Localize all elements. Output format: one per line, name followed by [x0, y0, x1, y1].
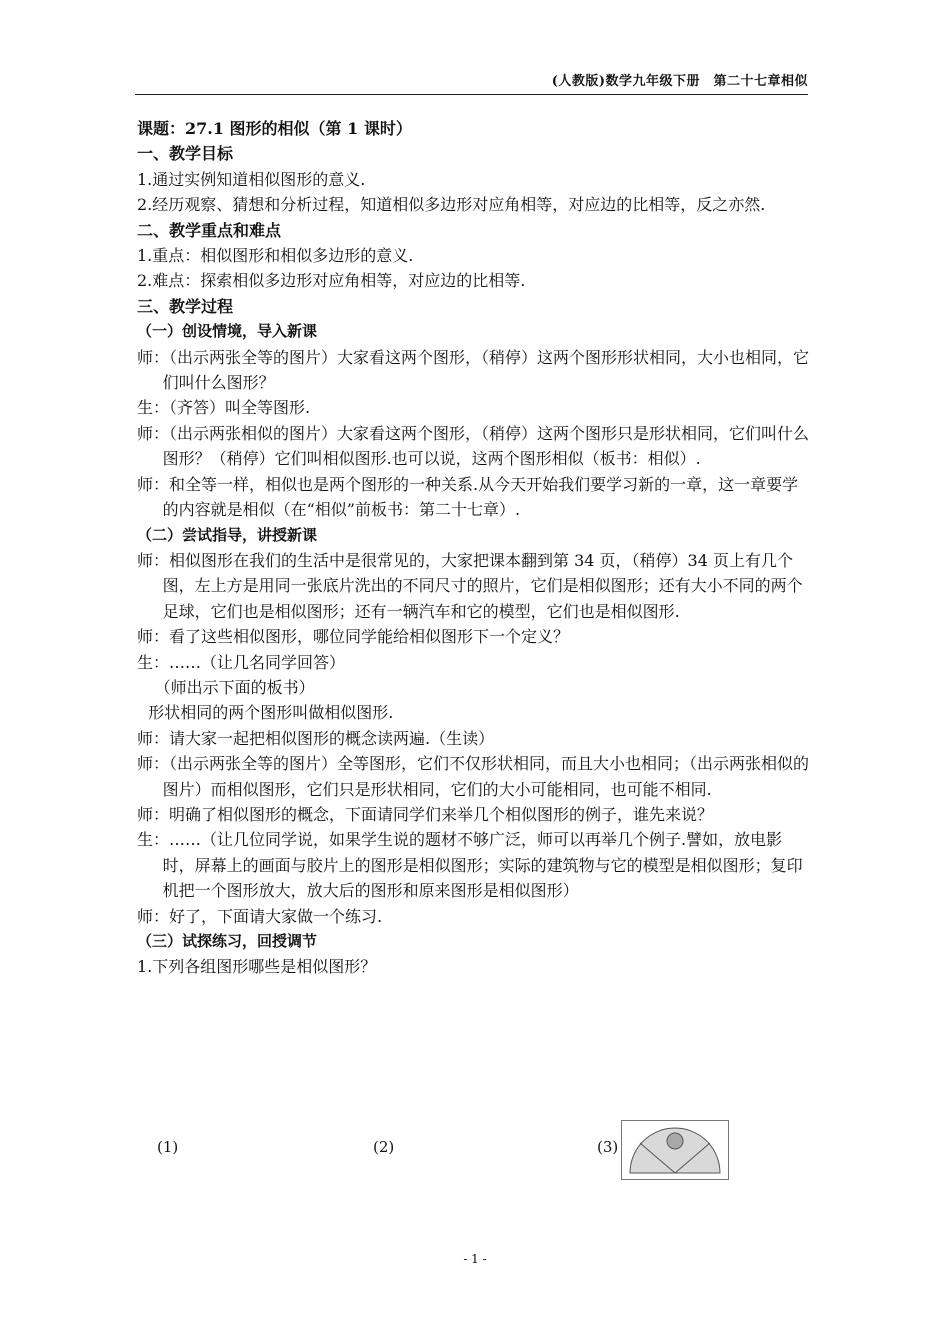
goal-item: 1.通过实例知道相似图形的意义. [137, 169, 366, 189]
board-note: （师出示下面的板书） [154, 677, 315, 697]
dialog-line: 师：（出示两张全等的图片）全等图形，它们不仅形状相同，而且大小也相同；（出示两张相似的图片）而相似图形，它们只是形状相同，它们的大小可能相同，也可能不相同. [137, 754, 810, 799]
dialog-line: 生：……（让几名同学回答） [137, 652, 346, 672]
lesson-content [137, 116, 809, 980]
dialog-line: 生：……（让几位同学说，如果学生说的题材不够广泛，师可以再举几个例子.譬如，放电影时，屏幕上的画面与胶片上的图形是相似图形；实际的建筑物与它的模型是相似图形；复印机把一个图形放大，放大后的图形和原来图形是相似图形） [137, 830, 803, 901]
dialog-line: 师：好了，下面请大家做一个练习. [137, 906, 383, 926]
dialog-line: 师：请大家一起把相似图形的概念读两遍.（生读） [137, 728, 495, 748]
definition-text: 形状相同的两个图形叫做相似图形. [148, 703, 394, 723]
part3-heading: （三）试探练习，回授调节 [137, 932, 318, 950]
page-number: - 1 - [463, 1252, 487, 1266]
keypoint-item: 1.重点：相似图形和相似多边形的意义. [137, 246, 414, 266]
goal-item: 2.经历观察、猜想和分析过程，知道相似多边形对应角相等，对应边的比相等，反之亦然. [137, 195, 766, 215]
section-keypoints-heading: 二、教学重点和难点 [137, 220, 282, 240]
section-goals-heading: 一、教学目标 [137, 144, 234, 164]
page-header: (人教版)数学九年级下册 第二十七章相似 [551, 74, 808, 89]
dialog-line: 师：（出示两张相似的图片）大家看这两个图形，（稍停）这两个图形只是形状相同，它们叫什么图形？（稍停）它们叫相似图形.也可以说，这两个图形相似（板书：相似）. [137, 423, 810, 469]
dialog-line: 生：（齐答）叫全等图形. [137, 398, 311, 418]
part2-heading: （二）尝试指导，讲授新课 [137, 525, 318, 544]
figure-label-1: (1) [157, 1138, 179, 1156]
dialog-line: 师：和全等一样，相似也是两个图形的一种关系.从今天开始我们要学习新的一章，这一章要学的内容就是相似（在“相似”前板书：第二十七章）. [137, 474, 799, 520]
keypoint-item: 2.难点：探索相似多边形对应角相等，对应边的比相等. [137, 271, 526, 291]
figure-label-3: (3) [597, 1138, 619, 1156]
dialog-line: 师：（出示两张全等的图片）大家看这两个图形，（稍停）这两个图形形状相同，大小也相同，它们叫什么图形？ [137, 347, 810, 393]
section-process-heading: 三、教学过程 [137, 296, 234, 316]
dialog-line: 师：相似图形在我们的生活中是很常见的，大家把课本翻到第 34 页，（稍停）34 页上有几个图，左上方是用同一张底片洗出的不同尺寸的照片，它们是相似图形；还有大小不同的两个足球，它们也是相似图形；还有一辆汽车和它的模型，它们也是相似图形. [137, 550, 803, 621]
exercise-question: 1.下列各组图形哪些是相似图形？ [137, 957, 377, 977]
dialog-line: 师：看了这些相似图形，哪位同学能给相似图形下一个定义？ [137, 627, 570, 647]
figure-label-2: (2) [373, 1138, 395, 1156]
dialog-line: 师：明确了相似图形的概念，下面请同学们来举几个相似图形的例子，谁先来说？ [137, 804, 714, 824]
header-rule [135, 94, 808, 95]
figure-3-semicircle-image [621, 1120, 729, 1180]
exercise-figures [137, 1120, 809, 1180]
lesson-title: 课题：27.1 图形的相似（第 1 课时） [137, 119, 412, 138]
part1-heading: （一）创设情境，导入新课 [137, 322, 318, 341]
semicircle-drawing [622, 1121, 728, 1179]
